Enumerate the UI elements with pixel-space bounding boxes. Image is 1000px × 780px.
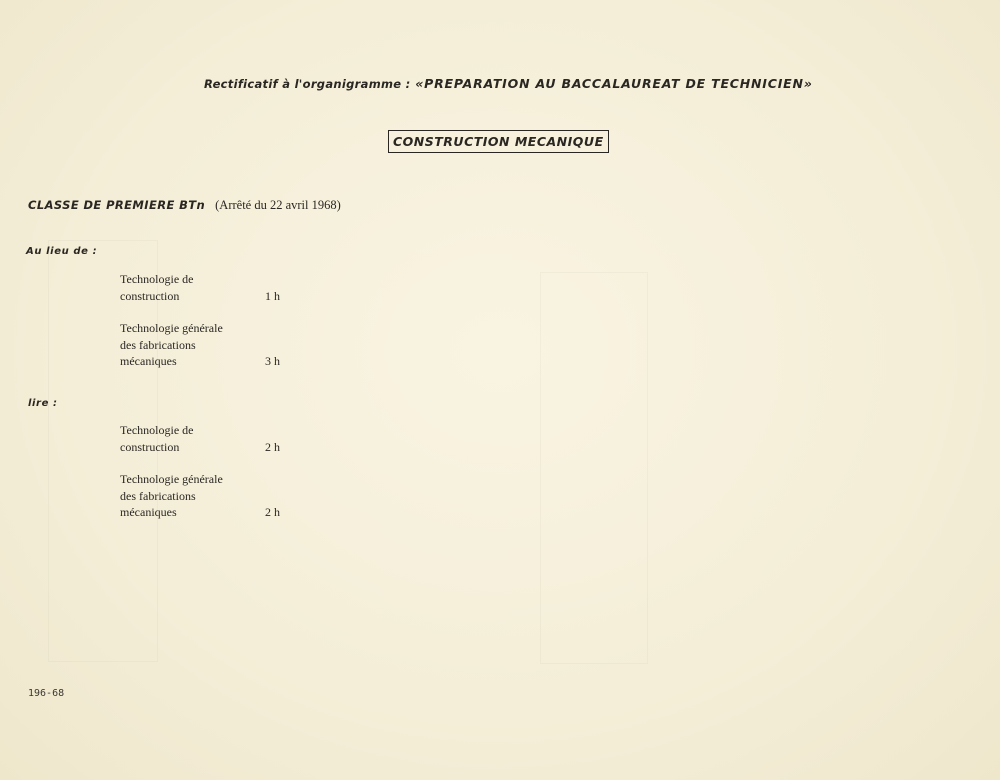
hours-value: 2 h xyxy=(265,439,280,454)
section-box-title: CONSTRUCTION MECANIQUE xyxy=(388,130,609,153)
footer-code: 196-68 xyxy=(28,688,65,699)
subject-line: des fabrications xyxy=(120,488,196,503)
hours-value: 1 h xyxy=(265,288,280,303)
subject-line: Technologie de xyxy=(120,272,194,286)
subject-line: des fabrications xyxy=(120,337,196,352)
classe-label: CLASSE DE PREMIERE BTn xyxy=(28,198,206,212)
lire-label: lire : xyxy=(28,398,58,409)
new-item-1 xyxy=(120,422,320,455)
subject-line: mécaniques xyxy=(120,354,177,368)
bleed-through-table xyxy=(540,272,648,664)
arrete-reference: (Arrêté du 22 avril 1968) xyxy=(215,198,341,212)
header-title: «PREPARATION AU BACCALAUREAT DE TECHNICIEN» xyxy=(415,76,813,91)
hours-value: 3 h xyxy=(265,354,280,368)
new-item-2 xyxy=(120,471,320,521)
subject-line: mécaniques xyxy=(120,505,177,519)
hours-value: 2 h xyxy=(265,505,280,519)
document-header xyxy=(204,76,813,91)
au-lieu-de-label: Au lieu de : xyxy=(26,246,98,257)
subject-line: construction xyxy=(120,288,180,303)
subject-line: construction xyxy=(120,439,180,454)
header-lead: Rectificatif à l'organigramme : xyxy=(204,77,411,91)
subject-line: Technologie de xyxy=(120,423,194,437)
old-item-2 xyxy=(120,320,320,370)
subject-line: Technologie générale xyxy=(120,472,223,486)
classe-line xyxy=(28,196,341,214)
old-item-1 xyxy=(120,271,320,304)
subject-line: Technologie générale xyxy=(120,321,223,335)
